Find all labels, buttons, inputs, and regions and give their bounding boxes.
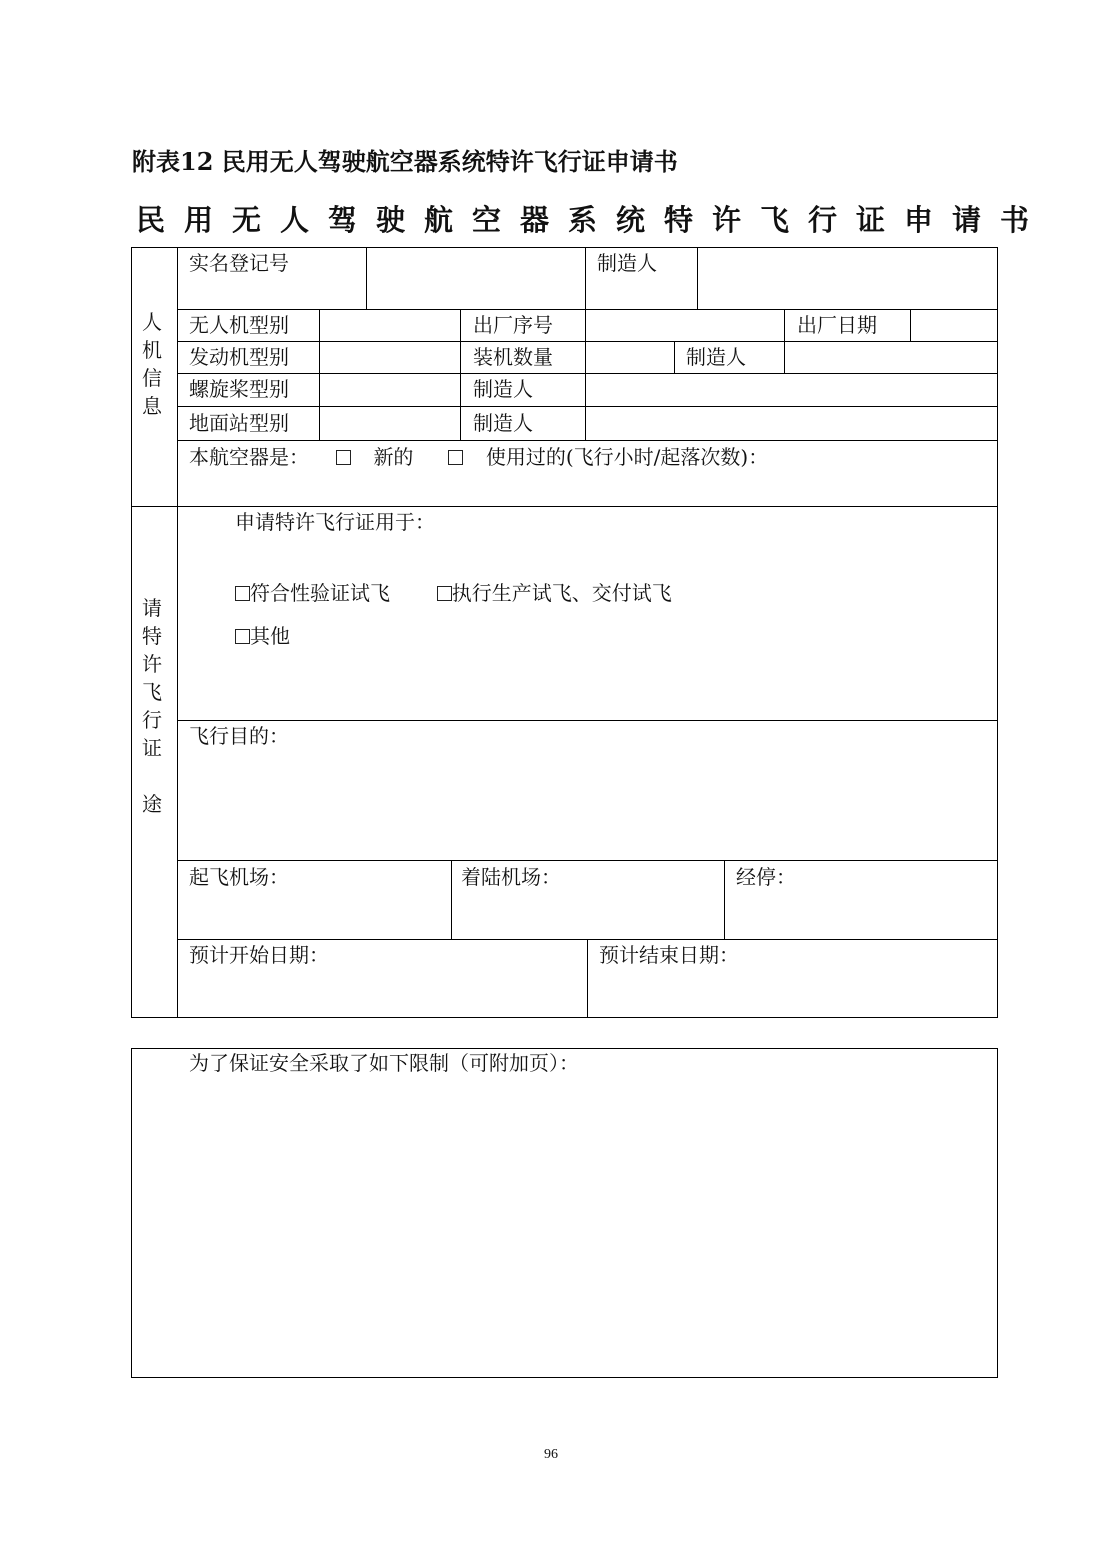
aircraft-status-row [189, 446, 768, 468]
option-row-1 [235, 582, 672, 604]
used-checkbox[interactable] [448, 450, 463, 465]
stopover-label: 经停： [736, 865, 796, 889]
section2-side-label: 请 特 许 飞 行 证 途 [142, 596, 162, 816]
new-label: 新的 [373, 445, 414, 469]
installed-count-label: 装机数量 [473, 345, 553, 369]
option-row-2 [235, 625, 290, 647]
aircraft-status-label: 本航空器是： [189, 445, 309, 469]
production-label: 执行生产试飞、交付试飞 [451, 581, 672, 605]
page-number: 96 [544, 1447, 558, 1462]
new-checkbox[interactable] [336, 450, 351, 465]
ground-station-label: 地面站型别 [189, 411, 289, 435]
conformity-label: 符合性验证试飞 [250, 581, 390, 605]
real-name-label: 实名登记号 [189, 251, 289, 275]
start-date-label: 预计开始日期： [189, 943, 329, 967]
engine-model-label: 发动机型别 [189, 345, 289, 369]
form-title: 民用无人驾驶航空器系统特许飞行证申请书 [136, 203, 1049, 237]
uav-model-label: 无人机型别 [189, 313, 289, 337]
departure-label: 起飞机场： [189, 865, 289, 889]
section1-side-label: 人 机 信 息 [142, 310, 162, 418]
ground-station-manufacturer-label: 制造人 [473, 411, 533, 435]
production-checkbox[interactable] [437, 586, 452, 601]
document-heading: 附表12 民用无人驾驶航空器系统特许飞行证申请书 [132, 147, 678, 176]
propeller-manufacturer-label: 制造人 [473, 377, 533, 401]
propeller-model-label: 螺旋桨型别 [189, 377, 289, 401]
conformity-checkbox[interactable] [235, 586, 250, 601]
used-label: 使用过的(飞行小时/起落次数)： [485, 445, 769, 469]
other-checkbox[interactable] [235, 629, 250, 644]
safety-label: 为了保证安全采取了如下限制（可附加页）： [189, 1051, 579, 1075]
manufacturer-label: 制造人 [597, 251, 657, 275]
purpose-apply-label: 申请特许飞行证用于： [235, 510, 435, 534]
engine-manufacturer-label: 制造人 [686, 345, 746, 369]
flight-purpose-label: 飞行目的： [189, 724, 289, 748]
end-date-label: 预计结束日期： [599, 943, 739, 967]
other-label: 其他 [250, 624, 290, 648]
serial-label: 出厂序号 [473, 313, 553, 337]
factory-date-label: 出厂日期 [797, 313, 877, 337]
landing-label: 着陆机场： [461, 865, 561, 889]
